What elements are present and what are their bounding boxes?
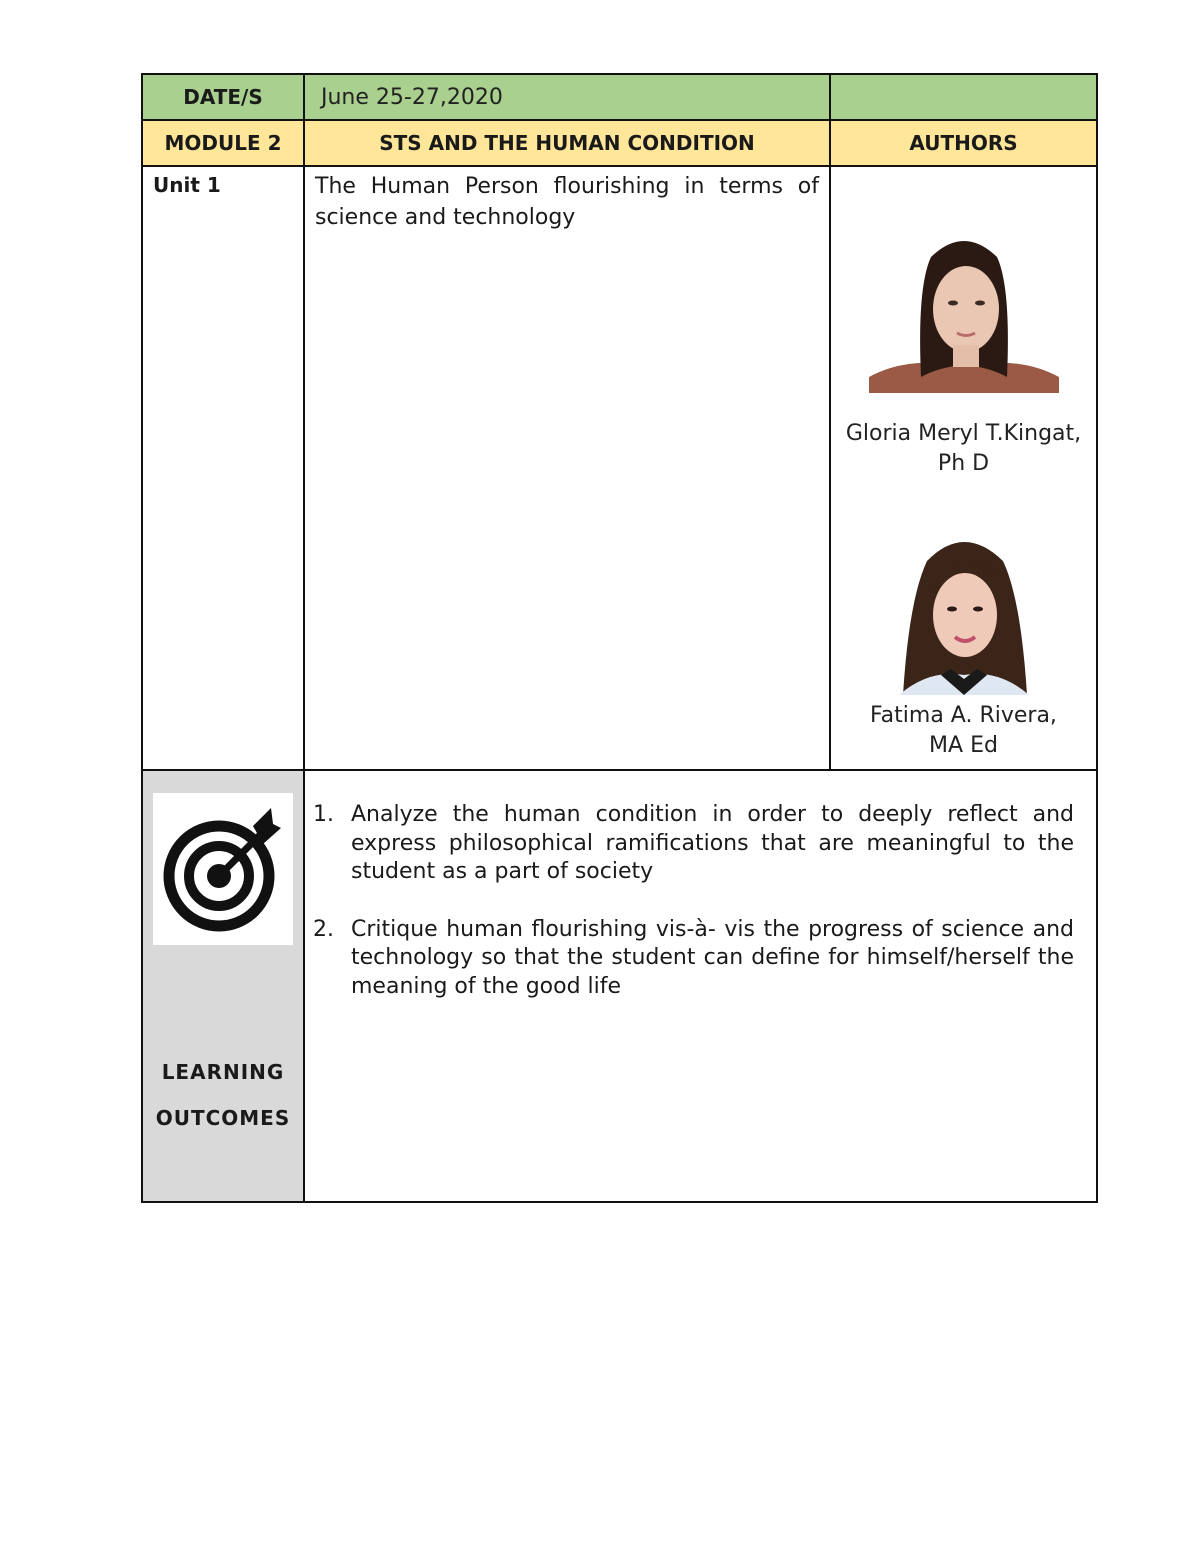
target-icon [163, 804, 283, 934]
unit-row [142, 166, 1097, 770]
module-row [142, 120, 1097, 166]
author-1-name: Gloria Meryl T.Kingat, [845, 421, 1082, 446]
learning-outcomes-list [305, 771, 1096, 1001]
module-title: STS AND THE HUMAN CONDITION [304, 120, 830, 166]
dates-empty-cell [830, 74, 1097, 120]
author-2-photo [869, 529, 1059, 695]
module-label: MODULE 2 [142, 120, 304, 166]
outcome-item-1 [313, 801, 1074, 887]
module-table [141, 73, 1098, 1203]
author-2-name: Fatima A. Rivera, [870, 703, 1057, 728]
learning-outcomes-label-cell [142, 770, 304, 1202]
target-icon-box [153, 793, 293, 945]
learning-outcomes-list-cell [304, 770, 1097, 1202]
dates-row [142, 74, 1097, 120]
dates-value: June 25-27,2020 [304, 74, 830, 120]
author-1-degree: Ph D [937, 451, 990, 476]
author-2 [831, 529, 1096, 761]
learning-outcomes-row [142, 770, 1097, 1202]
outcome-item-2 [313, 916, 1074, 1002]
unit-title: The Human Person flourishing in terms of science and technology [304, 166, 830, 770]
authors-cell [830, 166, 1097, 770]
author-2-degree: MA Ed [929, 733, 998, 758]
unit-label: Unit 1 [142, 166, 304, 770]
learning-outcomes-label [143, 1049, 303, 1141]
author-1 [831, 227, 1096, 479]
dates-label: DATE/S [142, 74, 304, 120]
authors-label: AUTHORS [830, 120, 1097, 166]
outcome-1-text: Analyze the human condition in order to deeply reflect and express philosophical ramifications that are meaningful to the student as a part of society [351, 802, 1074, 884]
author-1-photo [869, 227, 1059, 393]
learning-outcomes-label-line2: OUTCOMES [155, 1106, 291, 1130]
outcome-1-number: 1. [313, 802, 334, 827]
outcome-2-number: 2. [313, 916, 334, 942]
learning-outcomes-label-line1: LEARNING [161, 1060, 285, 1084]
outcome-2-text: Critique human flourishing vis-à- vis the progress of science and technology so that the student can define for himself/herself the meaning of the good life [351, 916, 1074, 999]
